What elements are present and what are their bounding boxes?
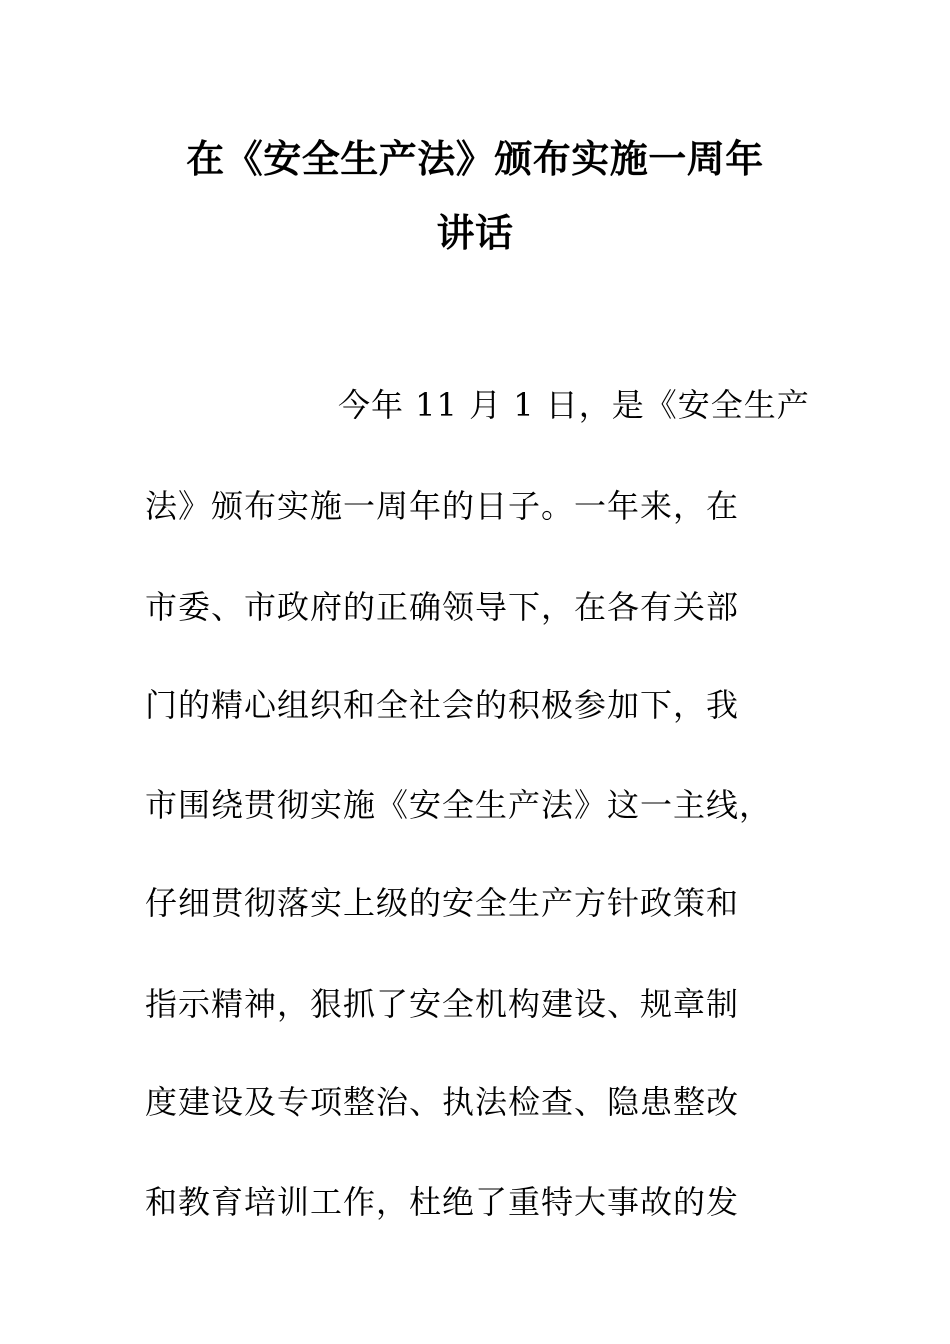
document-title-line-1: 在《安全生产法》颁布实施一周年 [186, 137, 764, 181]
paragraph-line-1: 今年 11 月 1 日，是《安全生产 [338, 386, 810, 424]
paragraph-line-4: 门的精心组织和全社会的积极参加下，我 [145, 686, 740, 724]
document-title-line-2: 讲话 [436, 211, 514, 255]
paragraph-line-2: 法》颁布实施一周年的日子。一年来，在 [145, 487, 740, 525]
paragraph-line-7: 指示精神，狠抓了安全机构建设、规章制 [145, 985, 740, 1023]
paragraph-line-5: 市围绕贯彻实施《安全生产法》这一主线， [145, 786, 773, 824]
paragraph-line-9: 和教育培训工作，杜绝了重特大事故的发 [145, 1183, 740, 1221]
paragraph-line-3: 市委、市政府的正确领导下，在各有关部 [145, 588, 740, 626]
paragraph-line-8: 度建设及专项整治、执法检查、隐患整改 [145, 1083, 740, 1121]
paragraph-line-6: 仔细贯彻落实上级的安全生产方针政策和 [145, 884, 740, 922]
